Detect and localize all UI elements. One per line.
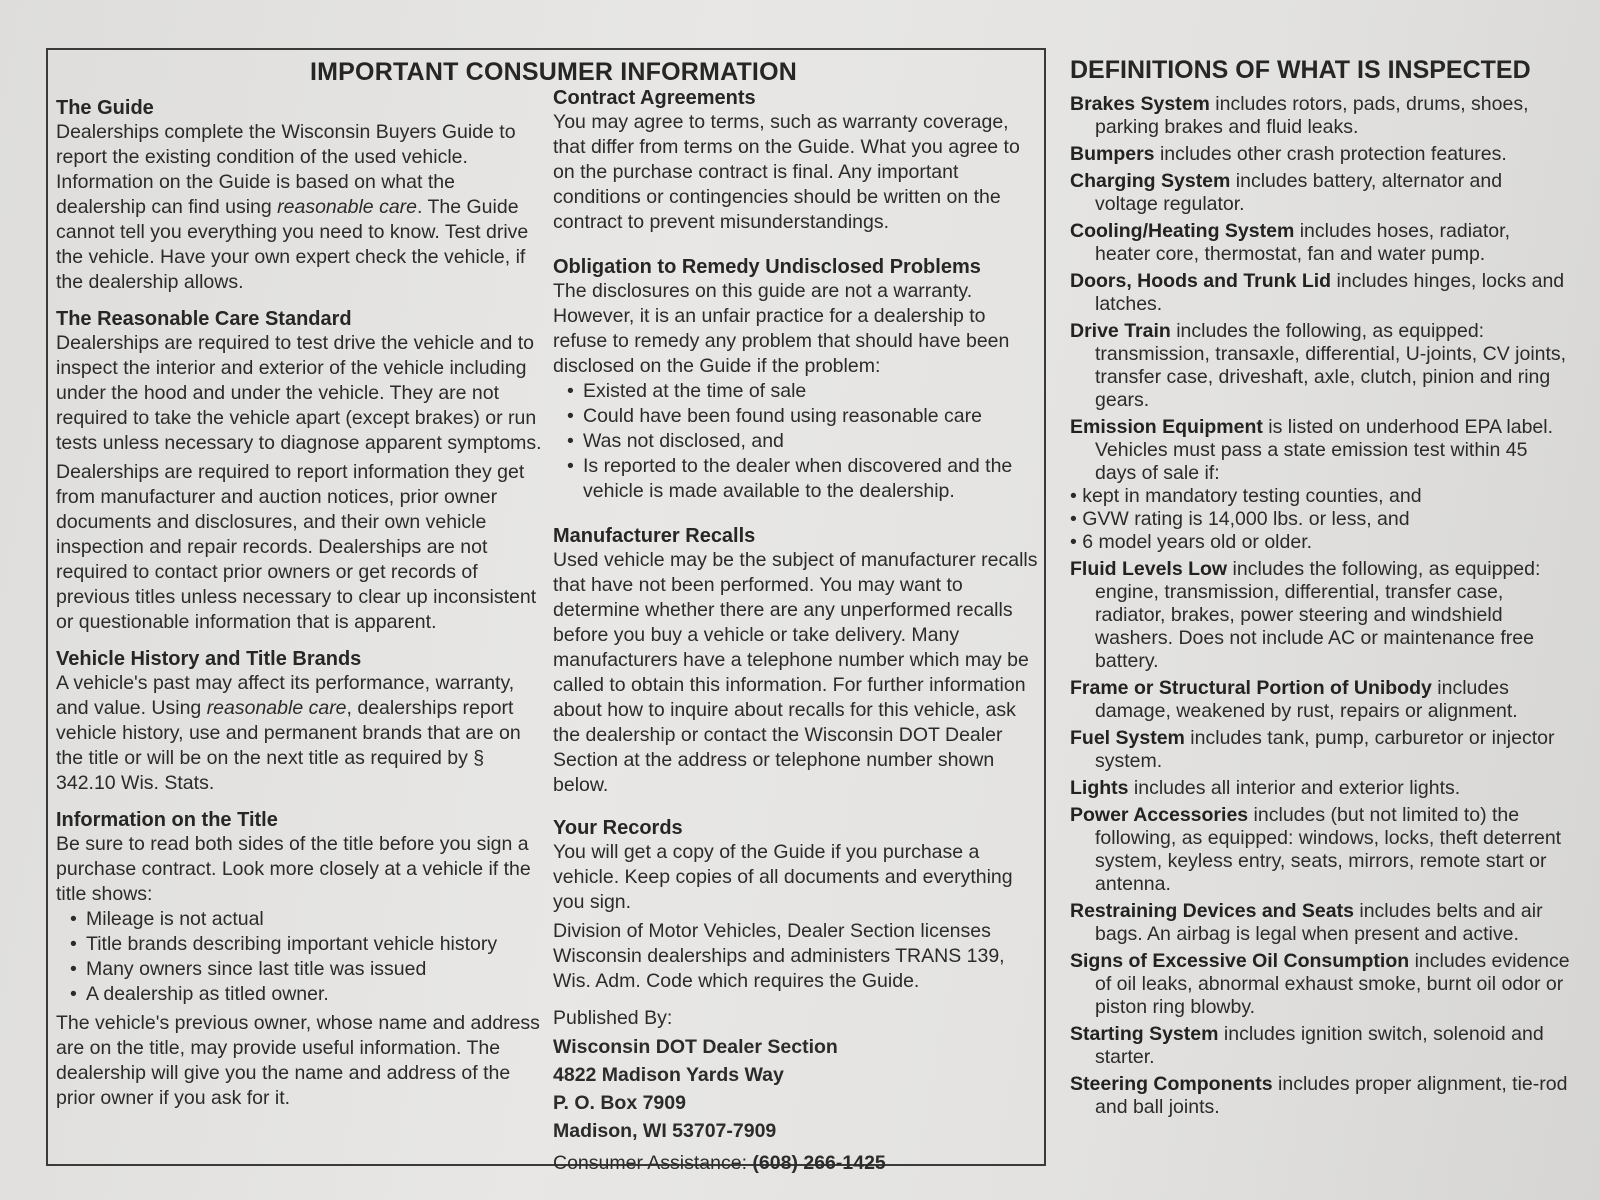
list-item: • Was not disclosed, and	[567, 429, 1043, 454]
definition-item: Charging System includes battery, alternator and voltage regulator.	[1070, 170, 1503, 215]
list-item: • kept in mandatory testing counties, and	[1095, 485, 1570, 508]
history-heading: Vehicle History and Title Brands	[56, 648, 362, 670]
definitions-column	[1070, 56, 1570, 1123]
obligation-intro: The disclosures on this guide are not a warranty. However, it is an unfair practice for a dealership to refuse to remedy any problem that should have been disclosed on the Guide if the problem:	[553, 280, 1010, 377]
consumer-assistance: Consumer Assistance: (608) 266-1425	[553, 1152, 886, 1174]
list-item: • A dealership as titled owner.	[70, 982, 542, 1007]
definition-item: Fuel System includes tank, pump, carburetor or injector system.	[1070, 727, 1555, 772]
middle-column	[553, 86, 1043, 1188]
definition-item: Power Accessories includes (but not limited to) the following, as equipped: windows, locks, theft deterrent system, keyless entry, seats, mirrors, remote start or antenna.	[1070, 804, 1562, 895]
title-info-heading: Information on the Title	[56, 809, 278, 831]
definition-item: Brakes System includes rotors, pads, drums, shoes, parking brakes and fluid leaks.	[1070, 93, 1529, 138]
consumer-info-box	[46, 48, 1046, 1174]
list-item: • Title brands describing important vehicle history	[70, 932, 542, 957]
contract-heading: Contract Agreements	[553, 87, 756, 109]
list-item: • Many owners since last title was issued	[70, 957, 542, 982]
care-paragraph-1: Dealerships are required to test drive the vehicle and to inspect the interior and exterior of the vehicle including under the hood and under the vehicle. They are not required to take the vehicle apart (except brakes) or run tests unless necessary to diagnose apparent symptoms.	[56, 332, 542, 454]
list-item: • Is reported to the dealer when discovered and the vehicle is made available to the dealership.	[567, 454, 1043, 504]
published-org: Wisconsin DOT Dealer Section	[553, 1036, 838, 1058]
obligation-heading: Obligation to Remedy Undisclosed Problems	[553, 256, 981, 278]
published-city: Madison, WI 53707-7909	[553, 1120, 777, 1142]
published-label: Published By:	[553, 1007, 673, 1029]
list-item: • Mileage is not actual	[70, 907, 542, 932]
emission-list	[1082, 485, 1570, 554]
published-street: 4822 Madison Yards Way	[553, 1064, 784, 1086]
definitions-title: DEFINITIONS OF WHAT IS INSPECTED	[1070, 56, 1531, 84]
definition-item: Doors, Hoods and Trunk Lid includes hinges, locks and latches.	[1070, 270, 1565, 315]
left-column	[56, 96, 542, 1123]
recalls-heading: Manufacturer Recalls	[553, 525, 756, 547]
guide-text: Dealerships complete the Wisconsin Buyers Guide to report the existing condition of the used vehicle. Information on the Guide is based on what the dealership can find using reasonable care. The Guide cannot tell you everything you need to know. Test drive the vehicle. Have your own expert check the vehicle, if the dealership allows.	[56, 121, 529, 293]
list-item: • 6 model years old or older.	[1095, 531, 1570, 554]
list-item: • Could have been found using reasonable care	[567, 404, 1043, 429]
records-paragraph-1: You will get a copy of the Guide if you purchase a vehicle. Keep copies of all documents and everything you sign.	[553, 841, 1013, 913]
list-item: • GVW rating is 14,000 lbs. or less, and	[1095, 508, 1570, 531]
section-vehicle-history	[56, 647, 542, 796]
obligation-list	[553, 379, 1043, 504]
section-recalls	[553, 524, 1043, 798]
box-title: IMPORTANT CONSUMER INFORMATION	[310, 58, 797, 86]
definition-item-emission: Emission Equipment is listed on underhood EPA label. Vehicles must pass a state emission test within 45 days of sale if: • kept in mandatory testing counties, and • GVW rating is 14,000 lbs. or less, and • 6 model years old or older.	[1070, 416, 1570, 554]
care-heading: The Reasonable Care Standard	[56, 308, 352, 330]
title-info-list	[56, 907, 542, 1007]
records-heading: Your Records	[553, 817, 683, 839]
definition-item: Signs of Excessive Oil Consumption includes evidence of oil leaks, abnormal exhaust smoke, burnt oil odor or piston ring blowby.	[1070, 950, 1570, 1018]
section-published	[553, 1006, 1043, 1176]
contract-text: You may agree to terms, such as warranty coverage, that differ from terms on the Guide. What you agree to on the purchase contract is final. Any important conditions or contingencies should be written on the contract to prevent misunderstandings.	[553, 111, 1020, 233]
guide-heading: The Guide	[56, 97, 154, 119]
history-text: A vehicle's past may affect its performance, warranty, and value. Using reasonable care, dealerships report vehicle history, use and permanent brands that are on the title or will be on the next title as required by § 342.10 Wis. Stats.	[56, 672, 521, 794]
definition-item: Drive Train includes the following, as equipped: transmission, transaxle, differential, U-joints, CV joints, transfer case, driveshaft, axle, clutch, pinion and ring gears.	[1070, 320, 1567, 411]
records-paragraph-2: Division of Motor Vehicles, Dealer Section licenses Wisconsin dealerships and administers TRANS 139, Wis. Adm. Code which requires the Guide.	[553, 920, 1005, 992]
definition-item: Fluid Levels Low includes the following, as equipped: engine, transmission, differential, transfer case, radiator, brakes, power steering and windshield washers. Does not include AC or maintenance free battery.	[1070, 558, 1541, 672]
definition-item: Starting System includes ignition switch, solenoid and starter.	[1070, 1023, 1544, 1068]
care-paragraph-2: Dealerships are required to report information they get from manufacturer and auction notices, prior owner documents and disclosures, and their own vehicle inspection and repair records. Dealerships are not required to contact prior owners or get records of previous titles unless necessary to clear up inconsistent or questionable information that is apparent.	[56, 461, 537, 633]
assistance-phone: (608) 266-1425	[752, 1152, 886, 1174]
published-pobox: P. O. Box 7909	[553, 1092, 686, 1114]
section-contract	[553, 86, 1043, 235]
section-records	[553, 816, 1043, 994]
definition-item: Cooling/Heating System includes hoses, radiator, heater core, thermostat, fan and water pump.	[1070, 220, 1510, 265]
section-reasonable-care	[56, 307, 542, 635]
definition-item: Restraining Devices and Seats includes belts and air bags. An airbag is legal when present and active.	[1070, 900, 1543, 945]
definition-item: Lights includes all interior and exterior lights.	[1070, 777, 1461, 799]
recalls-text: Used vehicle may be the subject of manufacturer recalls that have not been performed. You may want to determine whether there are any unperformed recalls before you buy a vehicle or take delivery. Many manufacturers have a telephone number which may be called to obtain this information. For further information about how to inquire about recalls for this vehicle, ask the dealership or contact the Wisconsin DOT Dealer Section at the address or telephone number shown below.	[553, 549, 1038, 796]
title-info-intro: Be sure to read both sides of the title before you sign a purchase contract. Look more closely at a vehicle if the title shows:	[56, 833, 531, 905]
section-guide	[56, 96, 542, 295]
section-obligation	[553, 255, 1043, 504]
section-title-info	[56, 808, 542, 1111]
list-item: • Existed at the time of sale	[567, 379, 1043, 404]
definition-item: Frame or Structural Portion of Unibody includes damage, weakened by rust, repairs or alignment.	[1070, 677, 1518, 722]
definition-item: Bumpers includes other crash protection features.	[1070, 143, 1507, 165]
definition-item: Steering Components includes proper alignment, tie-rod and ball joints.	[1070, 1073, 1568, 1118]
title-info-outro: The vehicle's previous owner, whose name and address are on the title, may provide useful information. The dealership will give you the name and address of the prior owner if you ask for it.	[56, 1012, 540, 1109]
